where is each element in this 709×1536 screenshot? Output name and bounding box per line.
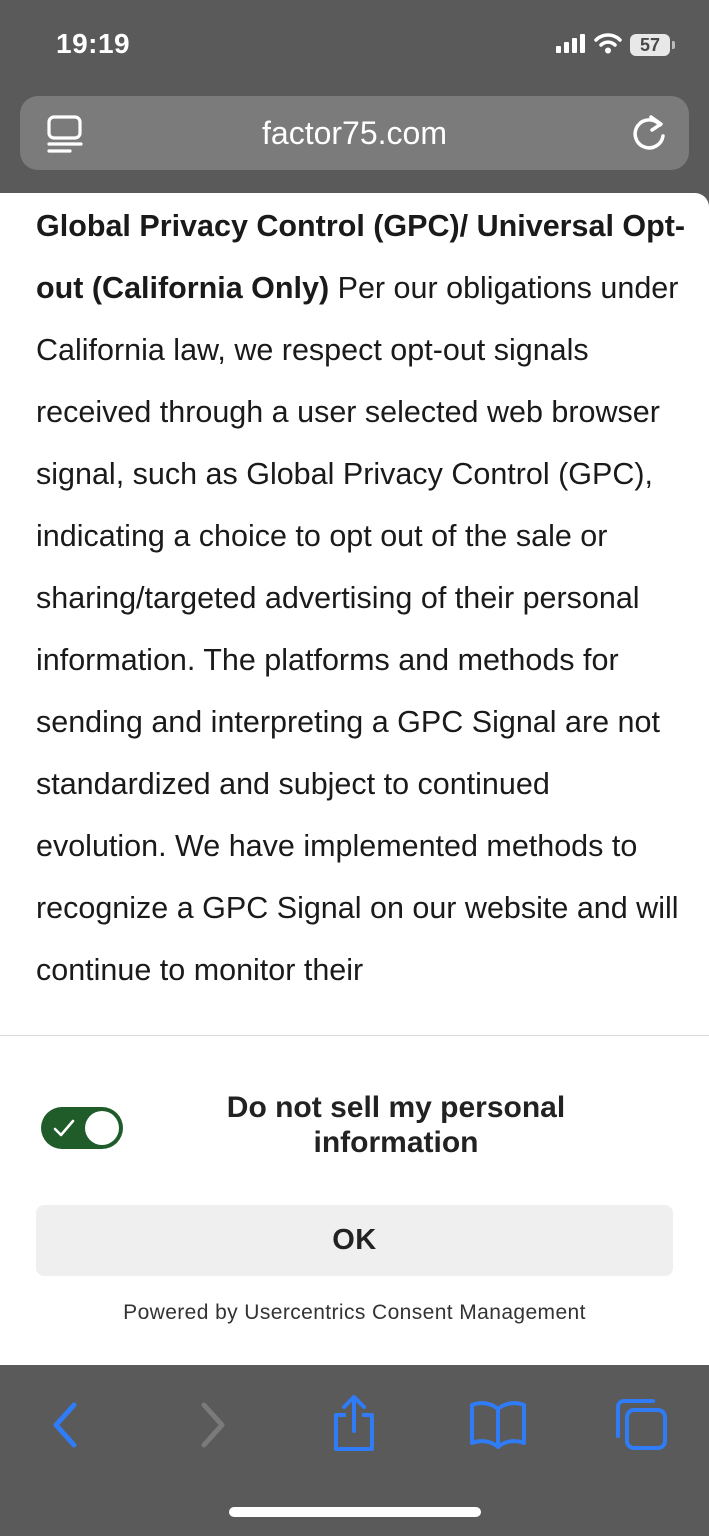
battery-icon xyxy=(630,34,675,56)
share-icon[interactable] xyxy=(328,1393,380,1458)
wifi-icon xyxy=(594,32,622,59)
policy-content[interactable] xyxy=(0,193,709,1035)
address-bar[interactable] xyxy=(20,96,689,170)
back-icon[interactable] xyxy=(44,1397,88,1458)
status-bar xyxy=(0,0,709,90)
bookmarks-icon[interactable] xyxy=(468,1397,528,1454)
policy-body: Per our obligations under California law, we respect opt-out signals received through a user selected web browser signal, such as Global Privacy Control (GPC), indicating a choice to opt out of the sale or sharing/targeted advertising of their personal information. The platforms and methods for sending and interpreting a GPC Signal are not standardized and subject to continued evolution. We have implemented methods to recognize a GPC Signal on our website and will continue to monitor their xyxy=(36,271,679,987)
cellular-signal-icon xyxy=(556,33,586,58)
tabs-icon[interactable] xyxy=(612,1397,670,1456)
status-time: 19:19 xyxy=(56,28,131,59)
policy-heading: Global Privacy Control (GPC)/ Universal Opt-out (California Only) xyxy=(36,209,686,305)
checkmark-icon xyxy=(53,1118,75,1143)
do-not-sell-toggle[interactable] xyxy=(41,1107,123,1149)
forward-icon[interactable] xyxy=(192,1397,236,1458)
status-icons xyxy=(556,31,675,59)
powered-by-text: Powered by Usercentrics Consent Management xyxy=(123,1301,586,1324)
reload-icon[interactable] xyxy=(629,112,669,159)
home-indicator[interactable] xyxy=(229,1507,481,1517)
consent-banner xyxy=(0,1035,709,1366)
browser-toolbar xyxy=(0,1365,709,1536)
url-text[interactable]: factor75.com xyxy=(262,115,447,151)
toggle-knob xyxy=(85,1111,119,1145)
ok-button[interactable]: OK xyxy=(36,1205,673,1276)
battery-level: 57 xyxy=(630,34,670,56)
do-not-sell-label: Do not sell my personal information xyxy=(226,1091,566,1159)
policy-text xyxy=(36,195,686,1001)
